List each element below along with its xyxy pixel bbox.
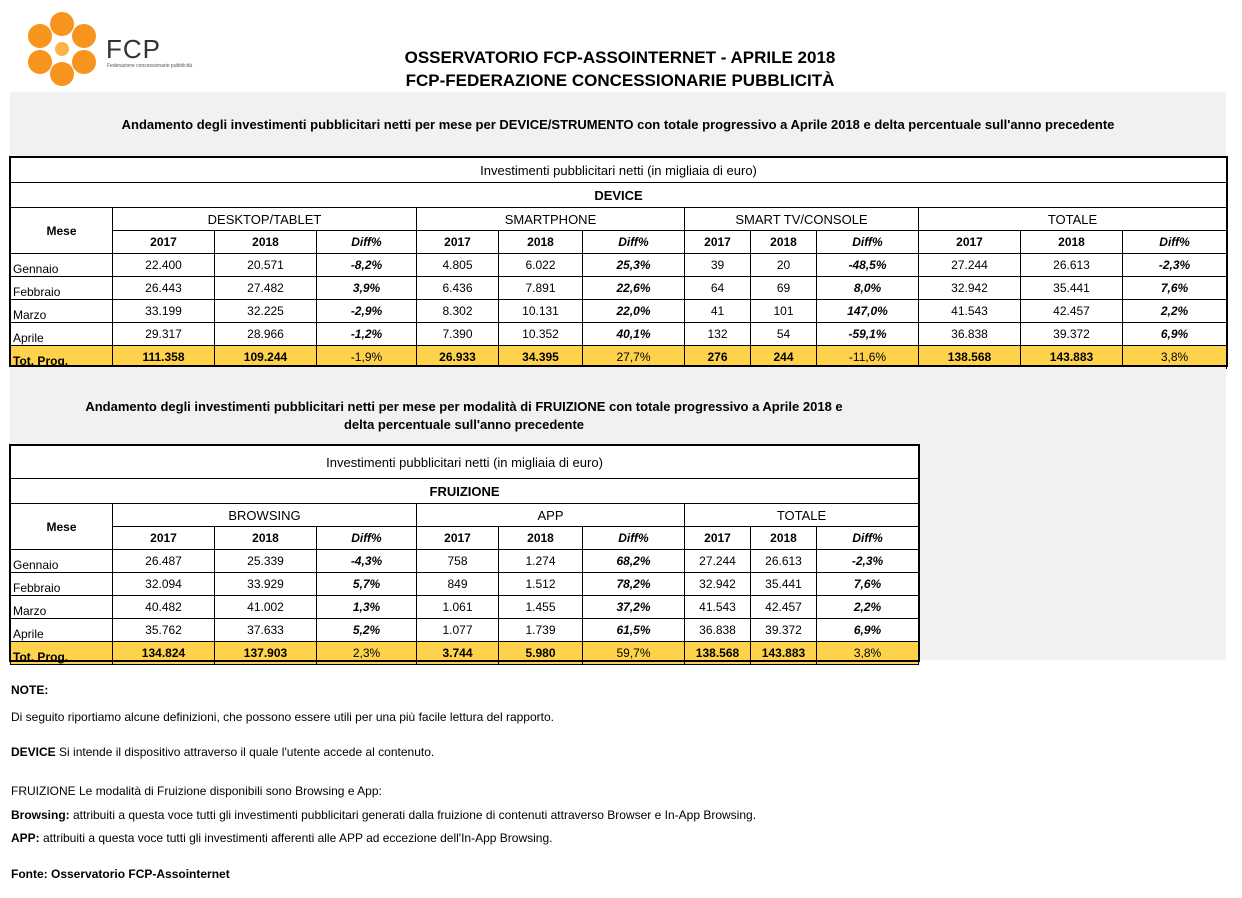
month-cell: Febbraio bbox=[11, 573, 113, 596]
month-cell: Febbraio bbox=[11, 277, 113, 300]
note-term: FRUIZIONE bbox=[11, 784, 76, 798]
source-note: Fonte: Osservatorio FCP-Assointernet bbox=[11, 867, 230, 881]
value-cell: 27.482 bbox=[215, 277, 317, 300]
section1-subtitle: Andamento degli investimenti pubblicitari netti per mese per DEVICE/STRUMENTO con totale progressivo a Aprile 2018 e delta percentuale sull'anno precedente bbox=[121, 117, 1115, 132]
value-cell: 27.244 bbox=[685, 550, 751, 573]
diff-cell: 68,2% bbox=[583, 550, 685, 573]
note-text: attribuiti a questa voce tutti gli investimenti pubblicitari generati dalla fruizione di contenuti attraverso Browser e In-App Browsing. bbox=[69, 808, 757, 822]
page-subtitle: FCP-FEDERAZIONE CONCESSIONARIE PUBBLICITÀ bbox=[405, 71, 835, 90]
col-header: 2018 bbox=[499, 527, 583, 550]
diff-cell: 7,6% bbox=[1123, 277, 1227, 300]
value-cell: 101 bbox=[751, 300, 817, 323]
value-cell: 143.883 bbox=[751, 642, 817, 665]
col-header: 2018 bbox=[751, 527, 817, 550]
value-cell: 4.805 bbox=[417, 254, 499, 277]
diff-cell: 22,6% bbox=[583, 277, 685, 300]
month-cell: Aprile bbox=[11, 323, 113, 346]
value-cell: 22.400 bbox=[113, 254, 215, 277]
value-cell: 39.372 bbox=[751, 619, 817, 642]
month-cell: Tot. Prog. bbox=[11, 642, 113, 665]
mese-header: Mese bbox=[11, 208, 113, 254]
table-row bbox=[11, 619, 919, 642]
col-header: 2018 bbox=[499, 231, 583, 254]
note-term: APP: bbox=[11, 831, 40, 845]
value-cell: 26.933 bbox=[417, 346, 499, 369]
diff-cell: -2,3% bbox=[817, 550, 919, 573]
diff-cell: -11,6% bbox=[817, 346, 919, 369]
col-header: 2017 bbox=[113, 231, 215, 254]
logo-tagline: Federazione concessionarie pubblicità bbox=[107, 63, 193, 69]
month-cell: Gennaio bbox=[11, 550, 113, 573]
group-header: DESKTOP/TABLET bbox=[113, 208, 417, 231]
diff-cell: 6,9% bbox=[1123, 323, 1227, 346]
col-header: 2018 bbox=[215, 527, 317, 550]
table-row bbox=[11, 323, 1227, 346]
value-cell: 35.762 bbox=[113, 619, 215, 642]
group-header: TOTALE bbox=[919, 208, 1227, 231]
diff-cell: 3,8% bbox=[1123, 346, 1227, 369]
value-cell: 26.487 bbox=[113, 550, 215, 573]
value-cell: 39 bbox=[685, 254, 751, 277]
col-header: 2018 bbox=[1021, 231, 1123, 254]
note-term: DEVICE bbox=[11, 745, 56, 759]
value-cell: 5.980 bbox=[499, 642, 583, 665]
diff-cell: 40,1% bbox=[583, 323, 685, 346]
table-row bbox=[11, 254, 1227, 277]
value-cell: 28.966 bbox=[215, 323, 317, 346]
value-cell: 42.457 bbox=[751, 596, 817, 619]
group-title: DEVICE bbox=[11, 183, 1227, 208]
value-cell: 41 bbox=[685, 300, 751, 323]
col-header: Diff% bbox=[817, 231, 919, 254]
group-header: BROWSING bbox=[113, 504, 417, 527]
value-cell: 143.883 bbox=[1021, 346, 1123, 369]
section2-subtitle-line1: Andamento degli investimenti pubblicitari netti per mese per modalità di FRUIZIONE con totale progressivo a Aprile 2018 e bbox=[85, 399, 843, 414]
logo-name: FCP bbox=[106, 34, 161, 64]
page-title: OSSERVATORIO FCP-ASSOINTERNET - APRILE 2018 bbox=[404, 48, 836, 67]
value-cell: 36.838 bbox=[919, 323, 1021, 346]
col-header: Diff% bbox=[317, 527, 417, 550]
value-cell: 10.352 bbox=[499, 323, 583, 346]
diff-cell: 2,2% bbox=[817, 596, 919, 619]
col-header: 2018 bbox=[215, 231, 317, 254]
value-cell: 6.436 bbox=[417, 277, 499, 300]
value-cell: 134.824 bbox=[113, 642, 215, 665]
fruizione-table bbox=[10, 445, 919, 665]
month-cell: Marzo bbox=[11, 596, 113, 619]
value-cell: 33.929 bbox=[215, 573, 317, 596]
diff-cell: 27,7% bbox=[583, 346, 685, 369]
value-cell: 26.613 bbox=[751, 550, 817, 573]
value-cell: 32.942 bbox=[685, 573, 751, 596]
table-title: Investimenti pubblicitari netti (in migliaia di euro) bbox=[11, 158, 1227, 183]
col-header: 2018 bbox=[751, 231, 817, 254]
value-cell: 41.002 bbox=[215, 596, 317, 619]
value-cell: 33.199 bbox=[113, 300, 215, 323]
value-cell: 1.061 bbox=[417, 596, 499, 619]
diff-cell: 2,2% bbox=[1123, 300, 1227, 323]
value-cell: 54 bbox=[751, 323, 817, 346]
value-cell: 1.274 bbox=[499, 550, 583, 573]
col-header: 2017 bbox=[417, 231, 499, 254]
value-cell: 10.131 bbox=[499, 300, 583, 323]
col-header: 2017 bbox=[919, 231, 1021, 254]
table-row bbox=[11, 573, 919, 596]
device-table-body bbox=[11, 254, 1227, 369]
value-cell: 244 bbox=[751, 346, 817, 369]
value-cell: 6.022 bbox=[499, 254, 583, 277]
value-cell: 109.244 bbox=[215, 346, 317, 369]
note-text: Le modalità di Fruizione disponibili sono Browsing e App: bbox=[75, 784, 382, 798]
value-cell: 41.543 bbox=[685, 596, 751, 619]
value-cell: 276 bbox=[685, 346, 751, 369]
diff-cell: 1,3% bbox=[317, 596, 417, 619]
value-cell: 138.568 bbox=[685, 642, 751, 665]
diff-cell: -2,9% bbox=[317, 300, 417, 323]
value-cell: 7.390 bbox=[417, 323, 499, 346]
diff-cell: 61,5% bbox=[583, 619, 685, 642]
col-header: 2017 bbox=[685, 231, 751, 254]
value-cell: 1.739 bbox=[499, 619, 583, 642]
note-app bbox=[11, 831, 552, 845]
value-cell: 36.838 bbox=[685, 619, 751, 642]
value-cell: 32.094 bbox=[113, 573, 215, 596]
diff-cell: 5,2% bbox=[317, 619, 417, 642]
value-cell: 32.225 bbox=[215, 300, 317, 323]
device-table bbox=[10, 157, 1227, 369]
diff-cell: 25,3% bbox=[583, 254, 685, 277]
col-header: Diff% bbox=[1123, 231, 1227, 254]
col-header: Diff% bbox=[817, 527, 919, 550]
col-header: Diff% bbox=[583, 231, 685, 254]
value-cell: 40.482 bbox=[113, 596, 215, 619]
diff-cell: -48,5% bbox=[817, 254, 919, 277]
col-header: Diff% bbox=[317, 231, 417, 254]
value-cell: 26.613 bbox=[1021, 254, 1123, 277]
note-text: Si intende il dispositivo attraverso il quale l'utente accede al contenuto. bbox=[55, 745, 435, 759]
diff-cell: 78,2% bbox=[583, 573, 685, 596]
group-header: SMART TV/CONSOLE bbox=[685, 208, 919, 231]
note-term: Browsing: bbox=[11, 808, 70, 822]
note-text: attribuiti a questa voce tutti gli investimenti afferenti alle APP ad eccezione dell'In-App Browsing. bbox=[39, 831, 553, 845]
value-cell: 8.302 bbox=[417, 300, 499, 323]
value-cell: 1.455 bbox=[499, 596, 583, 619]
diff-cell: -1,9% bbox=[317, 346, 417, 369]
value-cell: 3.744 bbox=[417, 642, 499, 665]
table-row bbox=[11, 596, 919, 619]
value-cell: 111.358 bbox=[113, 346, 215, 369]
value-cell: 39.372 bbox=[1021, 323, 1123, 346]
group-header: APP bbox=[417, 504, 685, 527]
diff-cell: 3,9% bbox=[317, 277, 417, 300]
value-cell: 41.543 bbox=[919, 300, 1021, 323]
value-cell: 27.244 bbox=[919, 254, 1021, 277]
fruizione-table-body bbox=[11, 550, 919, 665]
group-header: TOTALE bbox=[685, 504, 919, 527]
diff-cell: 2,3% bbox=[317, 642, 417, 665]
diff-cell: 147,0% bbox=[817, 300, 919, 323]
value-cell: 20 bbox=[751, 254, 817, 277]
value-cell: 34.395 bbox=[499, 346, 583, 369]
table-row bbox=[11, 300, 1227, 323]
diff-cell: -4,3% bbox=[317, 550, 417, 573]
value-cell: 7.891 bbox=[499, 277, 583, 300]
table-title: Investimenti pubblicitari netti (in migliaia di euro) bbox=[11, 446, 919, 479]
value-cell: 35.441 bbox=[751, 573, 817, 596]
month-cell: Gennaio bbox=[11, 254, 113, 277]
month-cell: Aprile bbox=[11, 619, 113, 642]
month-cell: Tot. Prog. bbox=[11, 346, 113, 369]
section2-subtitle-line2: delta percentuale sull'anno precedente bbox=[343, 417, 585, 432]
notes-heading: NOTE: bbox=[11, 683, 49, 697]
value-cell: 35.441 bbox=[1021, 277, 1123, 300]
diff-cell: 59,7% bbox=[583, 642, 685, 665]
diff-cell: 22,0% bbox=[583, 300, 685, 323]
value-cell: 32.942 bbox=[919, 277, 1021, 300]
flower-logo-icon bbox=[22, 6, 102, 92]
value-cell: 29.317 bbox=[113, 323, 215, 346]
note-browsing bbox=[11, 808, 756, 822]
col-header: 2017 bbox=[417, 527, 499, 550]
value-cell: 1.077 bbox=[417, 619, 499, 642]
diff-cell: -2,3% bbox=[1123, 254, 1227, 277]
total-row bbox=[11, 642, 919, 665]
diff-cell: 37,2% bbox=[583, 596, 685, 619]
col-header: Diff% bbox=[583, 527, 685, 550]
mese-header: Mese bbox=[11, 504, 113, 550]
value-cell: 64 bbox=[685, 277, 751, 300]
diff-cell: -8,2% bbox=[317, 254, 417, 277]
col-header: 2017 bbox=[113, 527, 215, 550]
month-cell: Marzo bbox=[11, 300, 113, 323]
diff-cell: 8,0% bbox=[817, 277, 919, 300]
total-row bbox=[11, 346, 1227, 369]
value-cell: 849 bbox=[417, 573, 499, 596]
group-header: SMARTPHONE bbox=[417, 208, 685, 231]
group-title: FRUIZIONE bbox=[11, 479, 919, 504]
value-cell: 758 bbox=[417, 550, 499, 573]
diff-cell: -1,2% bbox=[317, 323, 417, 346]
value-cell: 138.568 bbox=[919, 346, 1021, 369]
value-cell: 37.633 bbox=[215, 619, 317, 642]
value-cell: 42.457 bbox=[1021, 300, 1123, 323]
diff-cell: 3,8% bbox=[817, 642, 919, 665]
value-cell: 69 bbox=[751, 277, 817, 300]
value-cell: 1.512 bbox=[499, 573, 583, 596]
col-header: 2017 bbox=[685, 527, 751, 550]
fcp-logo bbox=[22, 6, 194, 92]
diff-cell: -59,1% bbox=[817, 323, 919, 346]
diff-cell: 5,7% bbox=[317, 573, 417, 596]
value-cell: 137.903 bbox=[215, 642, 317, 665]
diff-cell: 7,6% bbox=[817, 573, 919, 596]
value-cell: 132 bbox=[685, 323, 751, 346]
table-row bbox=[11, 550, 919, 573]
value-cell: 25.339 bbox=[215, 550, 317, 573]
notes-intro: Di seguito riportiamo alcune definizioni, che possono essere utili per una più facile lettura del rapporto. bbox=[11, 710, 554, 724]
value-cell: 20.571 bbox=[215, 254, 317, 277]
note-fruizione bbox=[11, 784, 382, 798]
table-row bbox=[11, 277, 1227, 300]
value-cell: 26.443 bbox=[113, 277, 215, 300]
diff-cell: 6,9% bbox=[817, 619, 919, 642]
note-device bbox=[11, 745, 434, 759]
